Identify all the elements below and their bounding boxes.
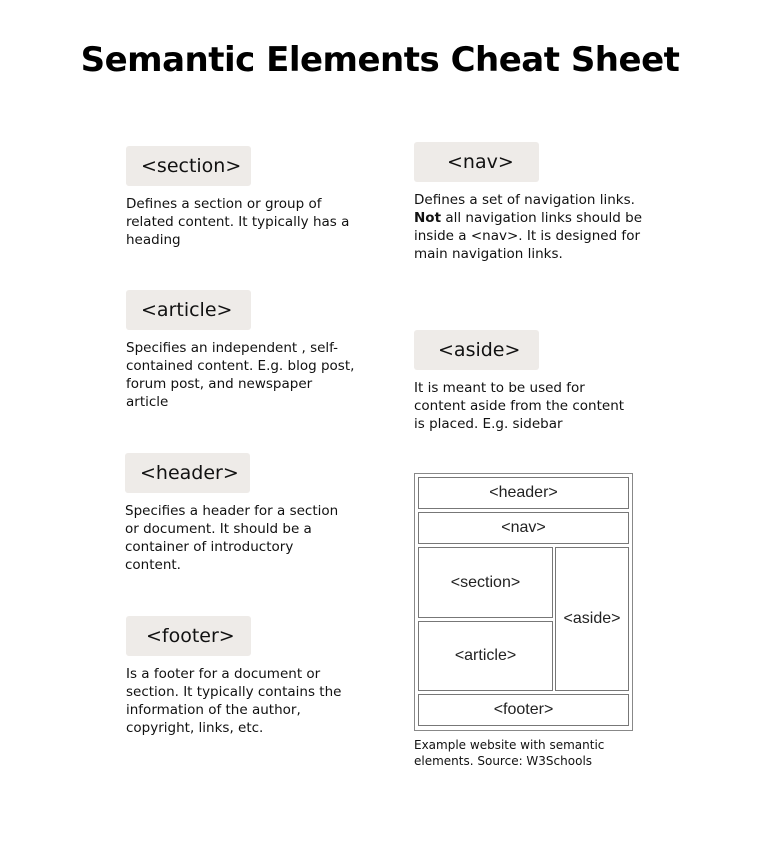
header-tag-label: <header> bbox=[125, 453, 250, 493]
footer-description: Is a footer for a document or section. It typically contains the information of the author, copyright, links, etc. bbox=[126, 666, 342, 736]
aside-description: It is meant to be used for content aside from the content is placed. E.g. sidebar bbox=[414, 380, 625, 432]
diagram-nav-box: <nav> bbox=[418, 512, 629, 544]
header-description: Specifies a header for a section or document. It should be a container of introductory content. bbox=[125, 503, 339, 573]
nav-tag-label: <nav> bbox=[414, 142, 539, 182]
nav-description-post: all navigation links should be inside a <nav>. It is designed for main navigation links. bbox=[414, 210, 643, 262]
nav-description-pre: Defines a set of navigation links. bbox=[414, 192, 635, 208]
article-tag-label: <article> bbox=[126, 290, 251, 330]
semantic-layout-diagram bbox=[414, 473, 633, 731]
page-title: Semantic Elements Cheat Sheet bbox=[80, 40, 680, 80]
diagram-aside-box: <aside> bbox=[555, 547, 629, 691]
footer-tag-label: <footer> bbox=[126, 616, 251, 656]
aside-tag-label: <aside> bbox=[414, 330, 539, 370]
section-tag-label: <section> bbox=[126, 146, 251, 186]
diagram-article-box: <article> bbox=[418, 621, 553, 691]
article-description: Specifies an independent , self-contained content. E.g. blog post, forum post, and newspaper article bbox=[126, 340, 355, 410]
nav-description bbox=[414, 191, 644, 263]
diagram-header-box: <header> bbox=[418, 477, 629, 509]
nav-description-bold: Not bbox=[414, 210, 442, 226]
diagram-section-box: <section> bbox=[418, 547, 553, 618]
section-description: Defines a section or group of related content. It typically has a heading bbox=[126, 196, 350, 248]
diagram-caption: Example website with semantic elements. Source: W3Schools bbox=[414, 738, 605, 768]
diagram-footer-box: <footer> bbox=[418, 694, 629, 726]
